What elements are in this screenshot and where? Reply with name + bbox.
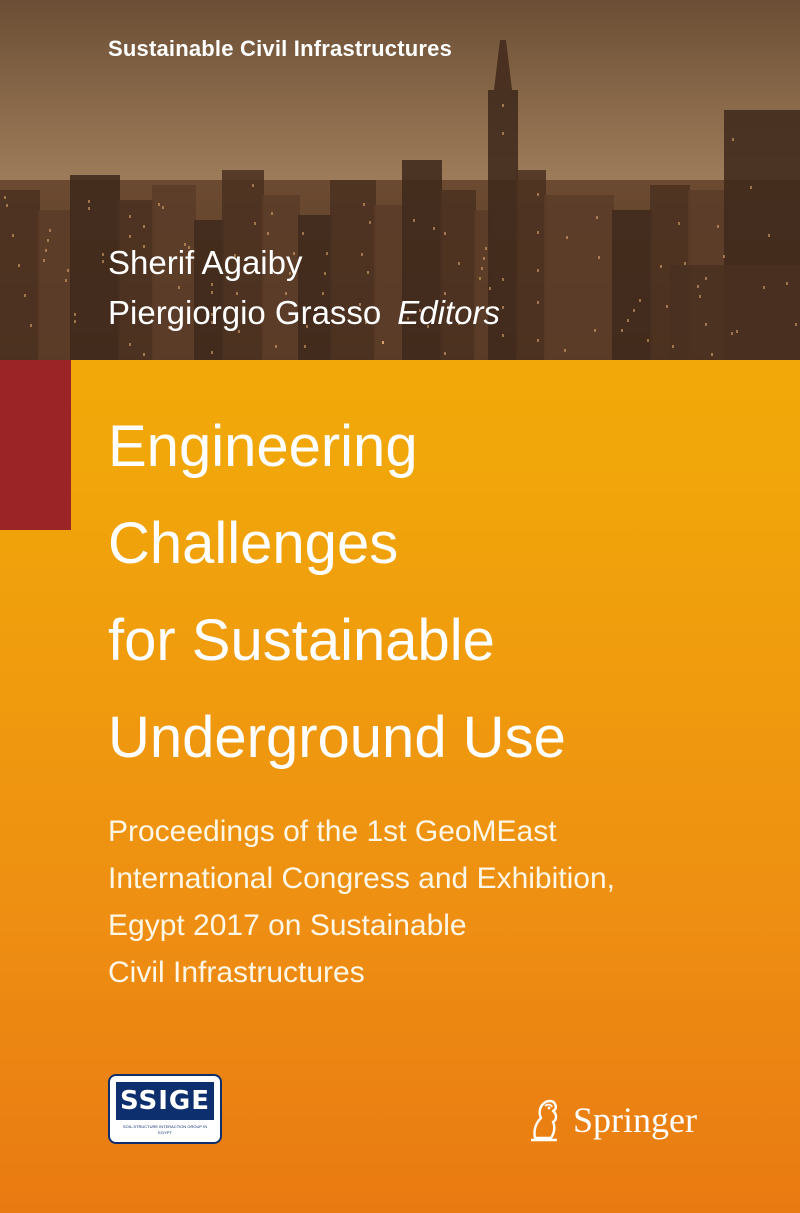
skyline-window xyxy=(143,225,145,228)
skyline-window xyxy=(102,253,104,256)
skyline-window xyxy=(158,203,160,206)
skyline-window xyxy=(502,334,504,337)
skyline-window xyxy=(129,215,131,218)
skyline-window xyxy=(6,204,8,207)
skyline-window xyxy=(717,225,719,228)
title-line: Engineering xyxy=(108,414,418,479)
skyline-window xyxy=(768,234,770,237)
book-subtitle xyxy=(108,808,788,996)
skyline-window xyxy=(736,330,738,333)
ssige-caption: SOIL-STRUCTURE INTERACTION GROUP IN EGYPT xyxy=(122,1124,208,1135)
skyline-window xyxy=(564,349,566,352)
skyline-building xyxy=(516,170,546,360)
skyline-window xyxy=(267,232,269,235)
skyline-window xyxy=(666,305,668,308)
skyline-window xyxy=(129,343,131,346)
skyline-window xyxy=(302,232,304,235)
skyline-window xyxy=(502,278,504,281)
skyline-spire xyxy=(494,40,512,90)
skyline-window xyxy=(88,207,90,210)
skyline-window xyxy=(566,236,568,239)
skyline-window xyxy=(444,352,446,355)
skyline-window xyxy=(699,295,701,298)
editors-role: Editors xyxy=(397,294,500,331)
skyline-window xyxy=(502,104,504,107)
title-line: Underground Use xyxy=(108,705,566,770)
skyline-window xyxy=(363,203,365,206)
skyline-window xyxy=(211,351,213,354)
skyline-window xyxy=(786,282,788,285)
subtitle-line: Proceedings of the 1st GeoMEast xyxy=(108,815,557,848)
skyline-window xyxy=(444,232,446,235)
editors-block xyxy=(108,238,500,338)
skyline-window xyxy=(24,294,26,297)
skyline-window xyxy=(304,345,306,348)
skyline-building xyxy=(38,210,72,360)
skyline-window xyxy=(711,353,713,356)
skyline-window xyxy=(271,212,273,215)
skyline-window xyxy=(537,231,539,234)
skyline-window xyxy=(705,277,707,280)
skyline-window xyxy=(537,269,539,272)
skyline-window xyxy=(162,206,164,209)
skyline-window xyxy=(633,309,635,312)
skyline-window xyxy=(18,264,20,267)
skyline-window xyxy=(621,329,623,332)
ssige-wordmark: SSIGE xyxy=(116,1082,214,1120)
skyline-window xyxy=(678,222,680,225)
skyline-window xyxy=(45,249,47,252)
skyline-window xyxy=(705,323,707,326)
skyline-window xyxy=(639,299,641,302)
skyline-window xyxy=(598,256,600,259)
springer-horse-icon xyxy=(527,1098,565,1142)
skyline-window xyxy=(750,186,752,189)
skyline-window xyxy=(433,227,435,230)
skyline-window xyxy=(732,138,734,141)
skyline-building xyxy=(544,195,614,360)
skyline-window xyxy=(594,329,596,332)
skyline-window xyxy=(723,255,725,258)
skyline-window xyxy=(65,279,67,282)
subtitle-line: Egypt 2017 on Sustainable xyxy=(108,909,467,942)
skyline-window xyxy=(49,229,51,232)
skyline-window xyxy=(537,301,539,304)
skyline-building xyxy=(670,265,800,360)
red-accent-tab xyxy=(0,360,71,530)
skyline-window xyxy=(74,313,76,316)
skyline-window xyxy=(30,324,32,327)
skyline-window xyxy=(697,285,699,288)
skyline-window xyxy=(502,306,504,309)
skyline-window xyxy=(74,320,76,323)
skyline-window xyxy=(537,339,539,342)
skyline-window xyxy=(795,323,797,326)
editor-name: Sherif Agaiby xyxy=(108,244,303,281)
skyline-window xyxy=(502,132,504,135)
skyline-window xyxy=(12,234,14,237)
subtitle-line: International Congress and Exhibition, xyxy=(108,862,615,895)
title-line: for Sustainable xyxy=(108,608,495,673)
book-title xyxy=(108,398,788,786)
skyline-window xyxy=(252,184,254,187)
skyline-window xyxy=(660,265,662,268)
skyline-window xyxy=(275,345,277,348)
skyline-window xyxy=(88,200,90,203)
skyline-building xyxy=(612,210,652,360)
skyline-window xyxy=(4,196,6,199)
skyline-window xyxy=(627,319,629,322)
subtitle-line: Civil Infrastructures xyxy=(108,956,365,989)
skyline-window xyxy=(596,216,598,219)
editor-name-line xyxy=(108,288,500,338)
skyline-window xyxy=(731,332,733,335)
skyline-window xyxy=(43,259,45,262)
publisher-name: Springer xyxy=(573,1100,697,1140)
skyline-window xyxy=(684,262,686,265)
skyline-window xyxy=(47,239,49,242)
skyline-window xyxy=(67,269,69,272)
skyline-window xyxy=(413,219,415,222)
skyline-window xyxy=(102,260,104,263)
skyline-window xyxy=(537,193,539,196)
skyline-window xyxy=(382,341,384,344)
skyline-building xyxy=(0,190,40,360)
title-line: Challenges xyxy=(108,511,399,576)
skyline-window xyxy=(672,345,674,348)
skyline-window xyxy=(254,222,256,225)
skyline-window xyxy=(369,221,371,224)
series-title: Sustainable Civil Infrastructures xyxy=(108,36,453,61)
springer-logo xyxy=(527,1096,697,1144)
skyline-window xyxy=(647,339,649,342)
skyline-window xyxy=(763,286,765,289)
editor-name: Piergiorgio Grasso xyxy=(108,294,382,331)
ssige-logo xyxy=(108,1074,222,1144)
skyline-window xyxy=(143,353,145,356)
